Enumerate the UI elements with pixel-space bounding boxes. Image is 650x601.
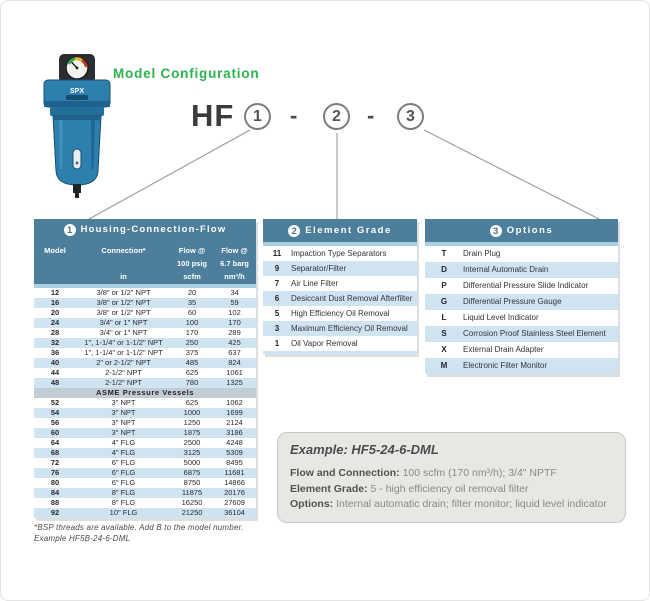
table-row: 44 2-1/2" NPT 625 1061	[50, 368, 243, 377]
table-row: M Electronic Filter Monitor	[425, 358, 618, 374]
circled-number-3: 3	[397, 103, 424, 130]
table-row: 72 6" FLG 5000 8495	[50, 458, 243, 467]
table-row: 6 Desiccant Dust Removal Afterfilter	[263, 291, 417, 306]
example-line: Element Grade: 5 - high efficiency oil removal filter	[290, 482, 529, 495]
example-line: Options: Internal automatic drain; filter monitor; liquid level indicator	[290, 498, 607, 510]
table-row: P Differential Pressure Slide Indicator	[441, 281, 589, 290]
element-grade-title: 2 Element Grade	[263, 219, 417, 242]
table-row: 76 6" FLG 6875 11681	[34, 468, 256, 478]
example-box	[277, 432, 626, 523]
filter-head	[44, 80, 110, 107]
table-number-badge: 2	[288, 225, 300, 237]
column-header: Flow @ 100 psig scfm	[176, 246, 207, 281]
table-row: 32 1", 1-1/4" or 1-1/2" NPT 250 425	[34, 338, 256, 348]
table-row: 56 3" NPT 1250 2124	[50, 418, 243, 427]
model-dash-2: -	[367, 103, 375, 128]
table-row: 48 2-1/2" NPT 780 1325	[34, 378, 256, 388]
housing-connection-flow-table	[34, 219, 256, 518]
table-row: 1 Oil Vapor Removal	[274, 339, 358, 348]
example-title: Example: HF5-24-6-DML	[290, 442, 439, 457]
table-row: 80 6" FLG 8750 14866	[50, 478, 245, 487]
table-row: 40 2" or 2-1/2" NPT 485 824	[34, 358, 256, 368]
table-row: 68 4" FLG 3125 5309	[34, 448, 256, 458]
bsp-footnote: *BSP threads are available. Add B to the model number. Example HF5B-24-6-DML	[34, 523, 244, 543]
table-row: D Internal Automatic Drain	[425, 262, 618, 278]
model-dash: -	[290, 103, 298, 128]
table-row: 11 Impaction Type Separators	[272, 249, 387, 258]
bottom-strip	[263, 351, 417, 354]
housing-table-title: 1 Housing-Connection-Flow	[34, 219, 256, 240]
table-row: 84 8" FLG 11875 20176	[34, 488, 256, 498]
table-row: 16 3/8" or 1/2" NPT 35 59	[34, 298, 256, 308]
table-row: 60 3" NPT 1875 3186	[34, 428, 256, 438]
table-row: 9 Separator/Filter	[263, 261, 417, 276]
table-row: X External Drain Adapter	[441, 345, 544, 354]
brand-label: SPX	[69, 88, 85, 95]
housing-column-headers	[34, 240, 256, 284]
table-row: L Liquid Level Indicator	[441, 313, 539, 322]
column-header: Model	[44, 246, 66, 255]
connector-lines	[1, 127, 650, 221]
circled-number-2: 2	[323, 103, 350, 130]
table-number-badge: 1	[64, 224, 76, 236]
table-row: 88 8" FLG 16250 27609	[50, 498, 245, 507]
table-row: 12 3/8" or 1/2" NPT 20 34	[50, 288, 239, 297]
table-row: 24 3/4" or 1" NPT 100 170	[34, 318, 256, 328]
column-header: Connection* in	[101, 246, 146, 281]
table-row: S Corrosion Proof Stainless Steel Element	[425, 326, 618, 342]
table-row: 7 Air Line Filter	[274, 279, 339, 288]
table-row: 54 3" NPT 1000 1699	[34, 408, 256, 418]
table-row: 36 1", 1-1/4" or 1-1/2" NPT 375 637	[50, 348, 241, 357]
element-grade-table	[263, 219, 417, 354]
table-row: 3 Maximum Efficiency Oil Removal	[263, 321, 417, 336]
table-row: 92 10" FLG 21250 36104	[34, 508, 256, 518]
table-row: 5 High Efficiency Oil Removal	[274, 309, 390, 318]
table-row: T Drain Plug	[441, 249, 501, 258]
table-row: 28 3/4" or 1" NPT 170 289	[50, 328, 241, 337]
options-table	[425, 219, 618, 374]
model-prefix: HF	[191, 98, 235, 133]
asme-separator-row: ASME Pressure Vessels	[34, 388, 256, 398]
table-row: 64 4" FLG 2500 4248	[50, 438, 243, 447]
table-number-badge: 3	[490, 225, 502, 237]
column-header: Flow @ 6.7 barg nm³/h	[220, 246, 249, 281]
options-title: 3 Options	[425, 219, 618, 242]
table-row: 52 3" NPT 625 1062	[50, 398, 243, 407]
differential-pressure-gauge-icon	[59, 54, 95, 83]
page-title: Model Configuration	[113, 66, 260, 81]
example-line: Flow and Connection: 100 scfm (170 nm³/h); 3/4" NPTF	[290, 467, 557, 479]
table-row: 20 3/8" or 1/2" NPT 60 102	[50, 308, 241, 317]
table-row: G Differential Pressure Gauge	[425, 294, 618, 310]
circled-number-1: 1	[244, 103, 271, 130]
